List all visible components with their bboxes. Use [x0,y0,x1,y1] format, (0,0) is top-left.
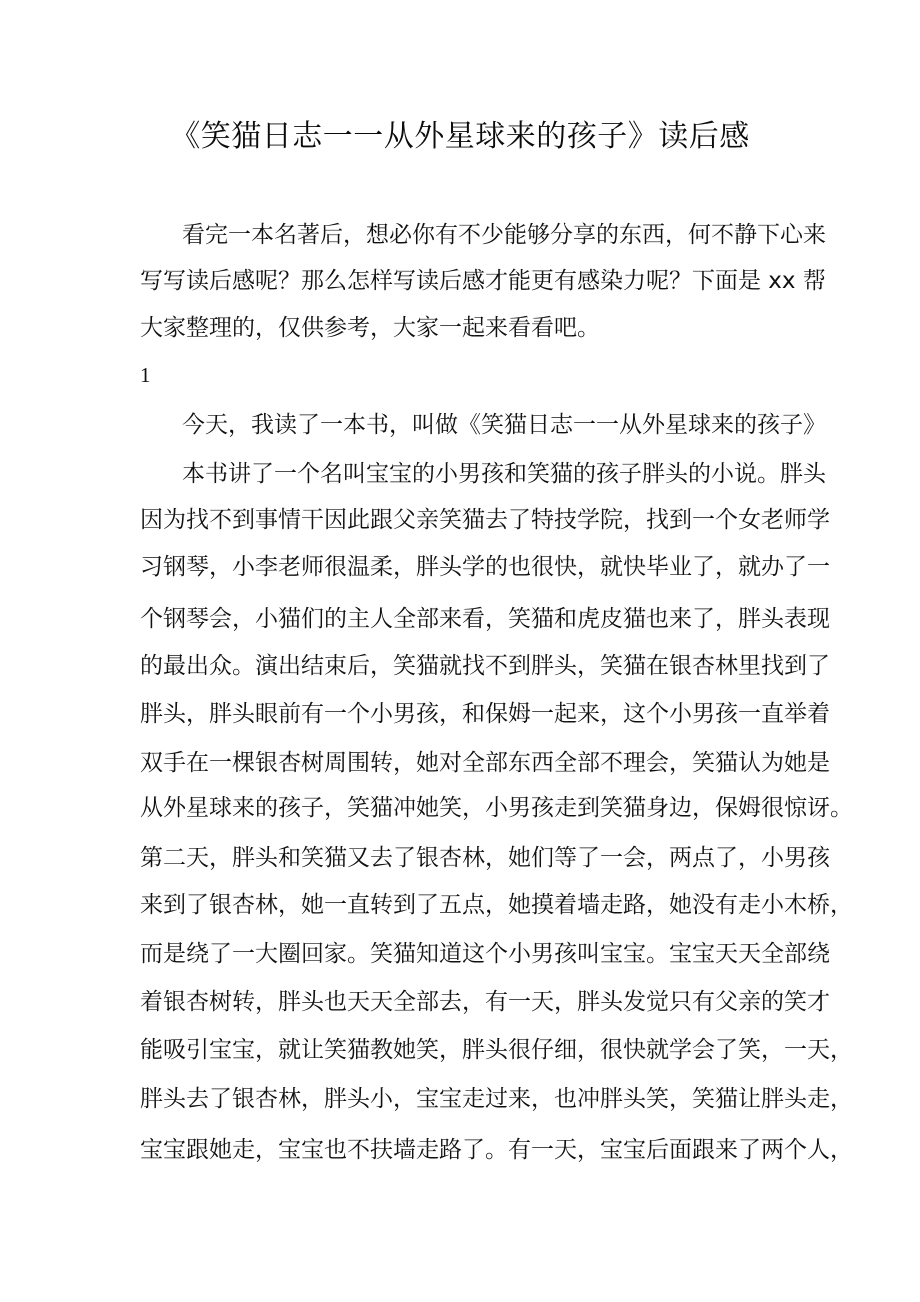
intro-line: 写写读后感呢？那么怎样写读后感才能更有感染力呢？下面是 xx 帮 [140,268,826,294]
body-line: 今天，我读了一本书，叫做《笑猫日志一一从外星球来的孩子》 [182,412,826,438]
body-line: 从外星球来的孩子，笑猫冲她笑，小男孩走到笑猫身边，保姆很惊讶。 [140,795,853,821]
body-line: 双手在一棵银杏树周围转，她对全部东西全部不理会，笑猫认为她是 [140,750,830,776]
body-line: 胖头去了银杏林，胖头小，宝宝走过来，也冲胖头笑，笑猫让胖头走， [140,1086,853,1112]
document-title: 《笑猫日志一一从外星球来的孩子》读后感 [170,119,750,154]
body-line: 能吸引宝宝，就让笑猫教她笑，胖头很仔细，很快就学会了笑，一天， [140,1037,853,1063]
body-line: 的最出众。演出结束后，笑猫就找不到胖头，笑猫在银杏林里找到了 [140,653,830,679]
body-line: 因为找不到事情干因此跟父亲笑猫去了特技学院，找到一个女老师学 [140,507,830,533]
body-line: 而是绕了一大圈回家。笑猫知道这个小男孩叫宝宝。宝宝天天全部绕 [140,941,830,967]
body-line: 第二天，胖头和笑猫又去了银杏林，她们等了一会，两点了，小男孩 [140,845,830,871]
body-line: 个钢琴会，小猫们的主人全部来看，笑猫和虎皮猫也来了，胖头表现 [140,606,830,632]
intro-line: 看完一本名著后，想必你有不少能够分享的东西，何不静下心来 [182,222,826,248]
body-line: 习钢琴，小李老师很温柔，胖头学的也很快，就快毕业了，就办了一 [140,554,830,580]
body-line: 本书讲了一个名叫宝宝的小男孩和笑猫的孩子胖头的小说。胖头 [182,461,826,487]
body-line: 宝宝跟她走，宝宝也不扶墙走路了。有一天，宝宝后面跟来了两个人， [140,1137,853,1163]
body-line: 着银杏树转，胖头也天天全部去，有一天，胖头发觉只有父亲的笑才 [140,989,830,1015]
body-line: 来到了银杏林，她一直转到了五点，她摸着墙走路，她没有走小木桥， [140,892,853,918]
body-line: 胖头，胖头眼前有一个小男孩，和保姆一起来，这个小男孩一直举着 [140,701,830,727]
intro-line: 大家整理的，仅供参考，大家一起来看看吧。 [140,315,600,341]
section-number: 1 [140,363,151,387]
